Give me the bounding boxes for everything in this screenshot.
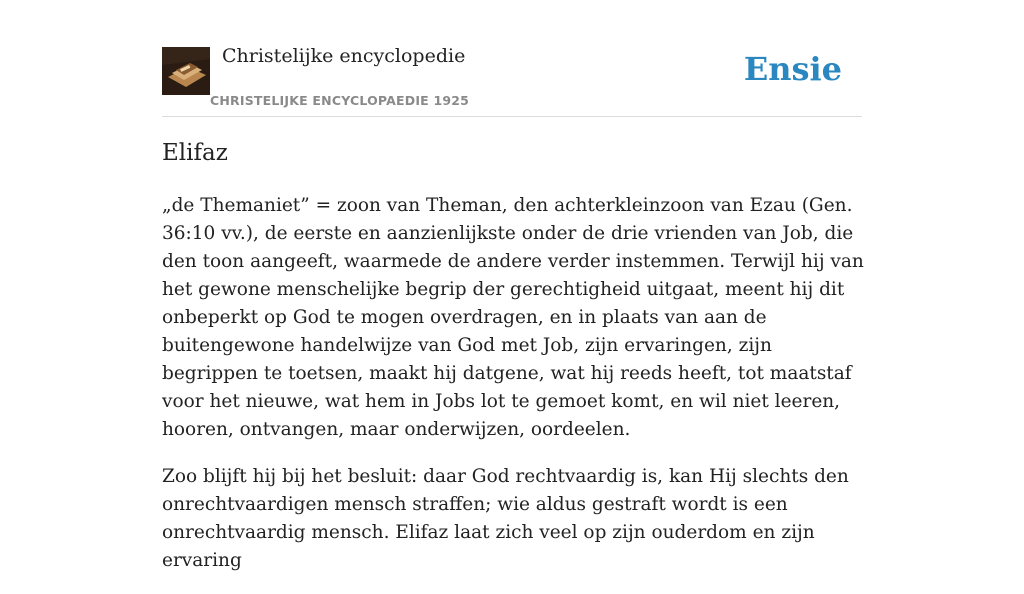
- source-avatar[interactable]: [162, 47, 210, 95]
- source-subtitle[interactable]: CHRISTELIJKE ENCYCLOPAEDIE 1925: [210, 93, 470, 108]
- book-image-icon: [162, 47, 210, 95]
- article-title: Elifaz: [162, 140, 228, 166]
- article-paragraph: Zoo blijft hij bij het besluit: daar God rechtvaardig is, kan Hij slechts den onrechtvaardigen mensch straffen; wie aldus gestraft wordt is een onrechtvaardig mensch. Elifaz laat zich veel op zijn ouderdom en zijn ervaring: [162, 466, 849, 571]
- article-body: [162, 192, 864, 594]
- source-header: [162, 0, 862, 117]
- source-title[interactable]: Christelijke encyclopedie: [222, 45, 466, 67]
- page-container: [162, 0, 864, 571]
- ensie-logo-link[interactable]: Ensie: [743, 50, 842, 88]
- article-paragraph: „de Themaniet” = zoon van Theman, den achterkleinzoon van Ezau (Gen. 36:10 vv.), de eerste en aanzienlijkste onder de drie vrienden van Job, die den toon aangeeft, waarmede de andere verder instemmen. Terwijl hij van het gewone menschelijke begrip der gerechtigheid uitgaat, meent hij dit onbeperkt op God te mogen overdragen, en in plaats van aan de buitengewone handelwijze van God met Job, zijn ervaringen, zijn begrippen te toetsen, maakt hij datgene, wat hij reeds heeft, tot maatstaf voor het nieuwe, wat hem in Jobs lot te gemoet komt, en wil niet leeren, hooren, ontvangen, maar onderwijzen, oordeelen.: [162, 195, 864, 440]
